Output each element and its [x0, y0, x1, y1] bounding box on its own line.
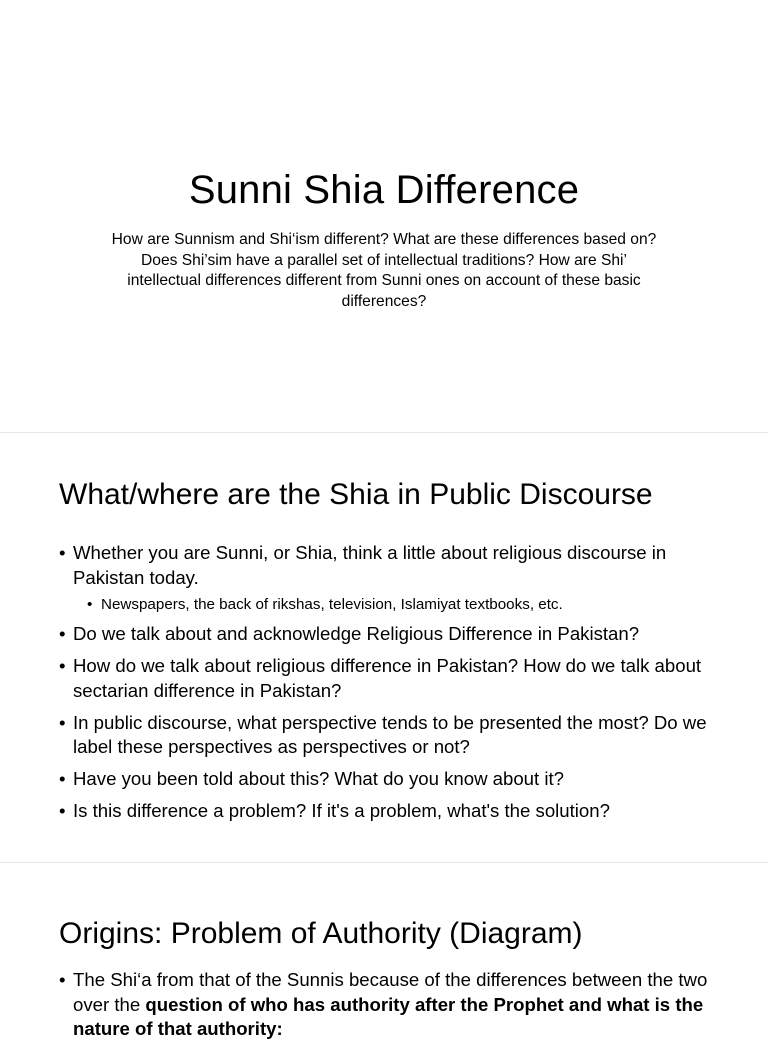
- bullet-list: [59, 541, 719, 831]
- list-subitem: • Newspapers, the back of rikshas, television, Islamiyat textbooks, etc.: [87, 595, 719, 615]
- slide-main-title: Sunni Shia Difference: [188, 168, 580, 212]
- bullet-list: [59, 968, 719, 1049]
- slide-public-discourse: [0, 432, 768, 862]
- slide-origins: [0, 862, 768, 1039]
- slide-title: [0, 0, 768, 432]
- list-item: • How do we talk about religious difference in Pakistan? How do we talk about sectarian difference in Pakistan?: [59, 654, 719, 703]
- section-title: Origins: Problem of Authority (Diagram): [59, 917, 583, 950]
- bullet-emphasis: question of who has authority after the Prophet and what is the nature of that authority:: [73, 993, 704, 1039]
- list-item: • In public discourse, what perspective tends to be presented the most? Do we label these perspectives as perspectives or not?: [59, 711, 719, 760]
- list-item: • Have you been told about this? What do you know about it?: [59, 767, 719, 792]
- slide-subtitle: How are Sunnism and Shi‘ism different? What are these differences based on? Does Shi’sim have a parallel set of intellectual traditions? How are Shi’ intellectual differences different from Sunni ones on account of these basic differences?: [111, 231, 657, 310]
- list-item: [59, 968, 719, 1042]
- bullet-text: The Shi‘a from that of the Sunnis because of the differences between the two over the: [73, 969, 708, 1015]
- list-item: • Do we talk about and acknowledge Religious Difference in Pakistan?: [59, 622, 719, 647]
- list-item: • Is this difference a problem? If it's a problem, what's the solution?: [59, 799, 719, 824]
- list-item: • Whether you are Sunni, or Shia, think a little about religious discourse in Pakistan today.: [59, 541, 719, 590]
- section-title: What/where are the Shia in Public Discourse: [59, 478, 653, 511]
